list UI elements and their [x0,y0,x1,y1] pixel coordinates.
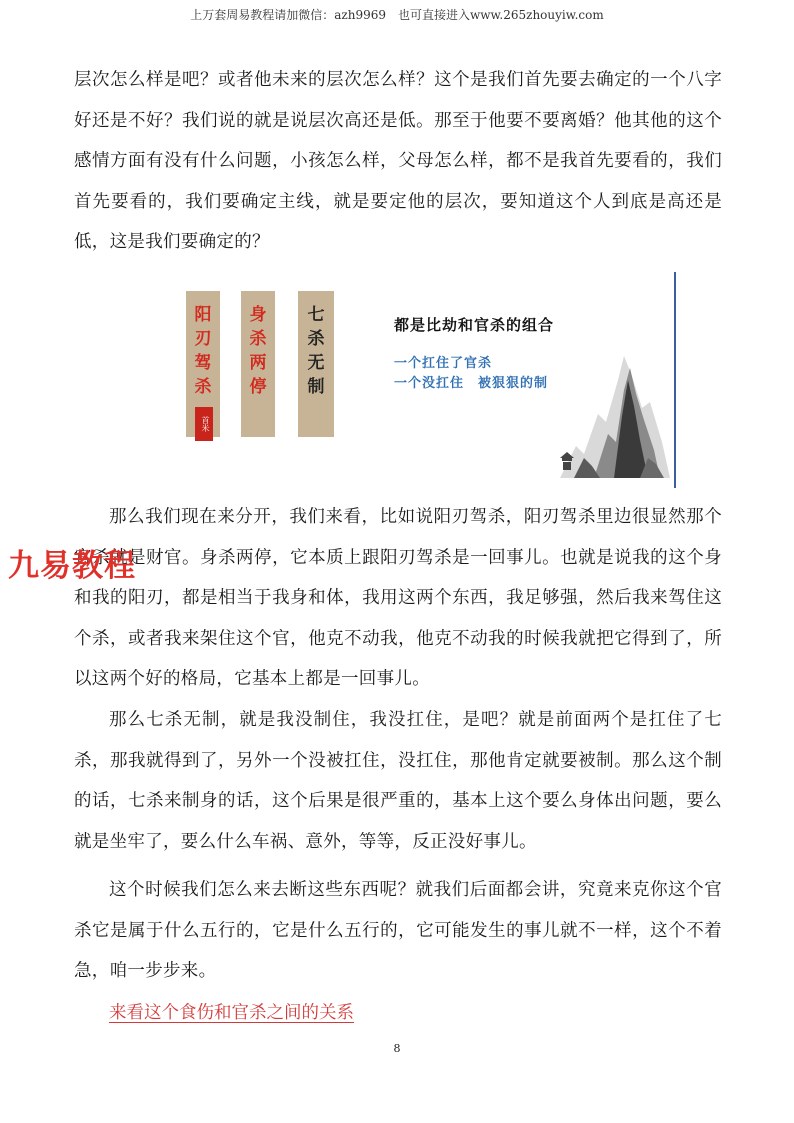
page-number: 8 [393,1042,401,1055]
tag-char: 七 [307,305,325,325]
tag-char: 杀 [307,329,325,349]
tag-char: 杀 [194,377,212,397]
watermark-logo: 九易教程 [8,548,136,584]
ink-mountain-illustration [554,350,672,488]
paragraph-4: 这个时候我们怎么来去断这些东西呢？就我们后面都会讲，究竟来克你这个官杀它是属于什么五行的，它是什么五行的，它可能发生的事儿就不一样，这个不着急，咱一步步来。 [74,880,722,981]
paragraph-1: 层次怎么样是吧？或者他未来的层次怎么样？这个是我们首先要去确定的一个八字好还是不好？我们说的就是说层次高还是低。那至于他要不要离婚？他其他的这个感情方面有没有什么问题，小孩怎么样，父母怎么样，都不是我首先要看的，我们首先要看的，我们要确定主线，就是要定他的层次，要知道这个人到底是高还是低，这是我们要确定的？ [74,70,722,252]
tag-char: 杀 [249,329,267,349]
figure-line-2: 一个没扛住 被狠狠的制 [394,376,549,391]
next-section-link[interactable]: 来看这个食伤和官杀之间的关系 [109,1003,354,1023]
tag-char: 阳 [194,305,212,325]
tag-char: 身 [249,305,267,325]
figure-illustration [186,272,678,490]
page-header: 上万套周易教程请加微信：azh9969 也可直接进入www.265zhouyiw.com [190,8,604,22]
seal-stamp: 首米 [195,407,213,441]
tag-char: 刃 [194,329,212,349]
tag-char: 停 [249,377,267,397]
paragraph-3: 那么七杀无制，就是我没制住，我没扛住，是吧？就是前面两个是扛住了七杀，那我就得到了，另外一个没被扛住，没扛住，那他肯定就要被制。那么这个制的话，七杀来制身的话，这个后果是很严重的，基本上这个要么身体出问题，要么就是坐牢了，要么什么车祸、意外，等等，反正没好事儿。 [74,710,722,852]
tag-char: 无 [307,353,325,373]
figure-title: 都是比劫和官杀的组合 [394,316,555,334]
tag-qisha-wuzhi [298,291,334,437]
tag-shensha-liangting [241,291,275,437]
tag-char: 制 [307,377,325,397]
tag-char: 两 [249,353,267,373]
tag-yangren-jiasha [186,291,220,437]
figure-border-line [674,272,676,488]
paragraph-2: 那么我们现在来分开，我们来看，比如说阳刃驾杀，阳刃驾杀里边很显然那个官杀就是财官。身杀两停，它本质上跟阳刃驾杀是一回事儿。也就是说我的这个身和我的阳刃，都是相当于我身和体，我用这两个东西，我足够强，然后我来驾住这个杀，或者我来架住这个官，他克不动我，他克不动我的时候我就把它得到了，所以这两个好的格局，它基本上都是一回事儿。 [74,507,722,689]
tag-char: 驾 [194,353,212,373]
figure-line-1: 一个扛住了官杀 [394,356,493,371]
